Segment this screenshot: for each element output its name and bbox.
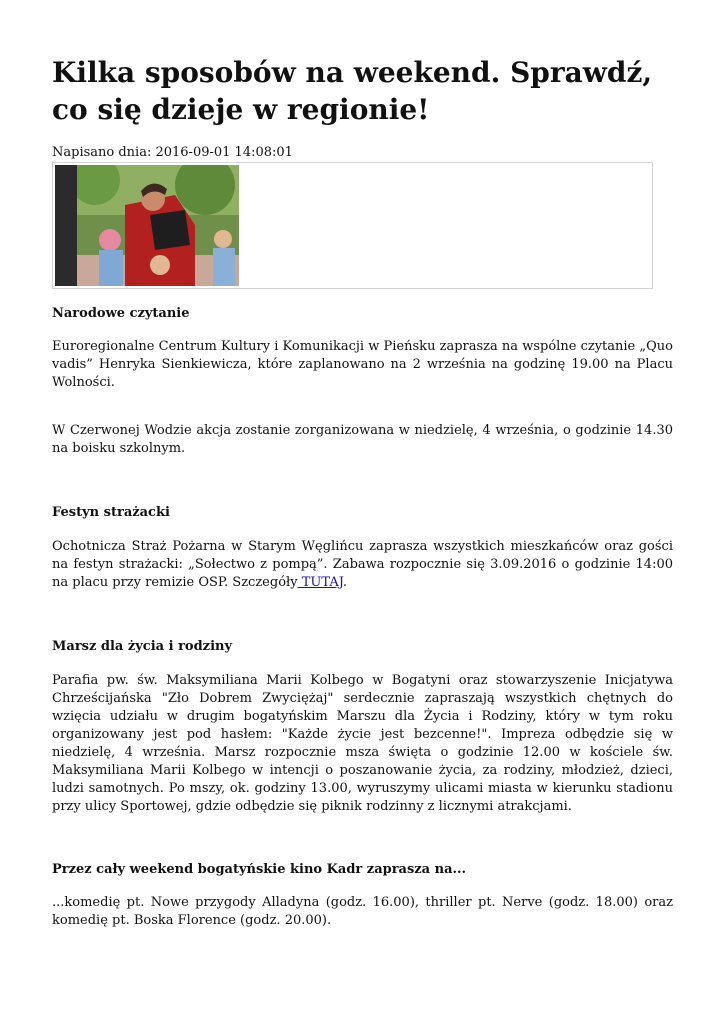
section-title-festyn: Festyn strażacki: [52, 505, 170, 520]
section-title-kino: Przez cały weekend bogatyńskie kino Kadr zaprasza na...: [52, 862, 467, 877]
posted-date: Napisano dnia: 2016-09-01 14:08:01: [52, 145, 293, 160]
article-photo[interactable]: [55, 165, 239, 286]
details-link[interactable]: TUTAJ: [297, 575, 343, 590]
paragraph-reading-2: W Czerwonej Wodzie akcja zostanie zorganizowana w niedzielę, 4 września, o godzinie 14.30 na boisku szkolnym.: [52, 423, 673, 456]
paragraph-marsz: Parafia pw. św. Maksymiliana Marii Kolbego w Bogatyni oraz stowarzyszenie Inicjatywa Chrześcijańska "Zło Dobrem Zwyciężaj" serdecznie zapraszają wszystkich chętnych do wzięcia udziału w drugim bogatyńskim Marszu dla Życia i Rodziny, który w tym roku organizowany jest pod hasłem: "Każde życie jest bezcenne!". Impreza odbędzie się w niedzielę, 4 września. Marsz rozpocznie msza święta o godzinie 12.00 w kościele św. Maksymiliana Marii Kolbego w intencji o poszanowanie życia, za rodziny, młodzież, dzieci, ludzi samotnych. Po mszy, ok. godziny 13.00, wyruszymy ulicami miasta w kierunku stadionu przy ulicy Sportowej, gdzie odbędzie się piknik rodzinny z licznymi atrakcjami.: [52, 673, 673, 814]
article-title: Kilka sposobów na weekend. Sprawdź, co się dzieje w regionie!: [52, 56, 653, 126]
paragraph-festyn-end: .: [342, 575, 348, 590]
article-image-frame: [52, 162, 653, 289]
paragraph-reading-1: Euroregionalne Centrum Kultury i Komunikacji w Pieńsku zaprasza na wspólne czytanie „Quo vadis” Henryka Sienkiewicza, które zaplanowano na 2 września na godzinę 19.00 na Placu Wolności.: [52, 339, 673, 390]
section-title-marsz: Marsz dla życia i rodziny: [52, 639, 233, 654]
paragraph-festyn-text: Ochotnicza Straż Pożarna w Starym Węglińcu zaprasza wszystkich mieszkańców oraz gości na festyn strażacki: „Sołectwo z pompą”. Zabawa rozpocznie się 3.09.2016 o godzinie 14:00 na placu przy remizie OSP. Szczegóły: [52, 539, 673, 590]
paragraph-festyn: [52, 538, 673, 592]
section-title-reading: Narodowe czytanie: [52, 306, 190, 321]
paragraph-kino: ...komedię pt. Nowe przygody Alladyna (godz. 16.00), thriller pt. Nerve (godz. 18.00) oraz komedię pt. Boska Florence (godz. 20.00).: [52, 895, 673, 928]
